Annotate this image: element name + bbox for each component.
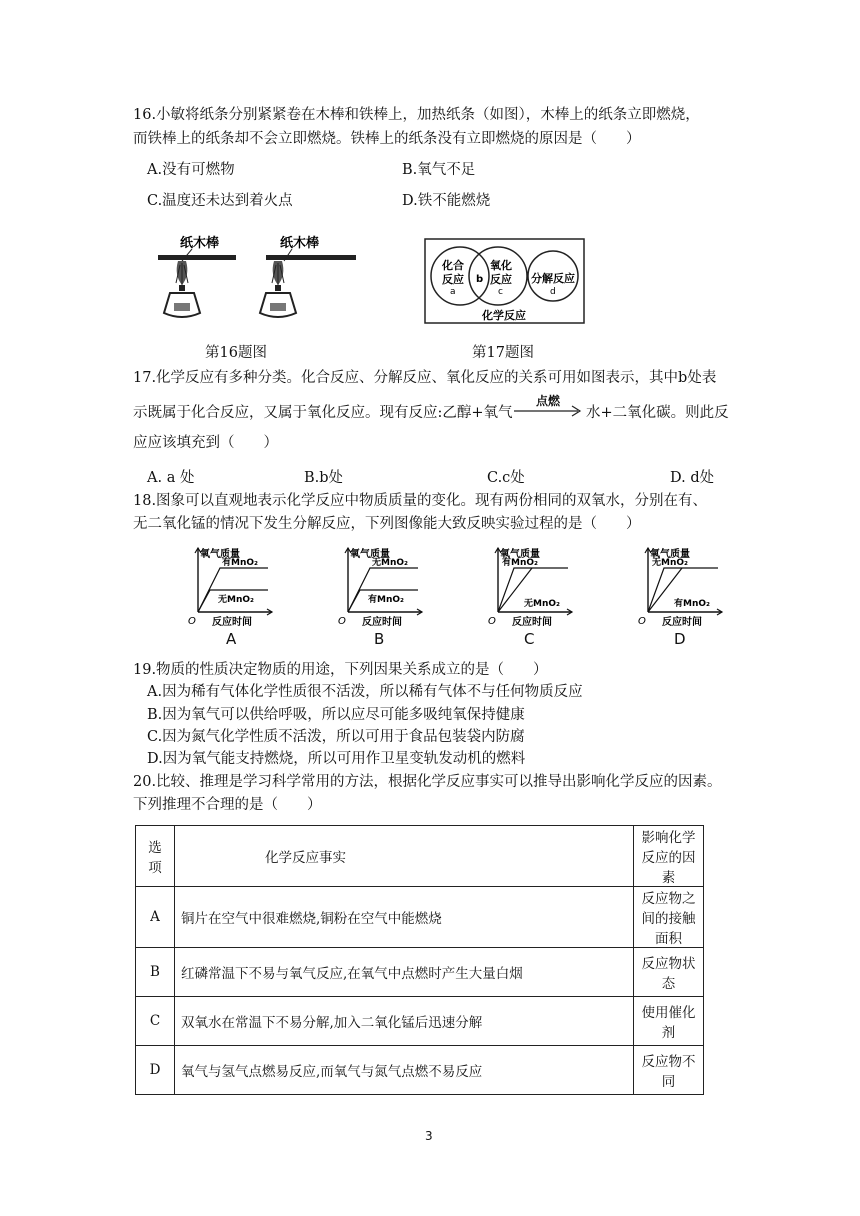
q17-venn-figure (424, 238, 586, 328)
q16-label-left: 纸木棒 (180, 236, 220, 251)
q18-letter-d: D (674, 630, 686, 648)
x-axis-label: 反应时间 (512, 617, 552, 628)
series-label-upper: 无MnO₂ (372, 558, 408, 568)
q18-graph-panel (186, 540, 746, 630)
q16-figure-caption: 第16题图 (205, 345, 267, 361)
q16-option-a: A.没有可燃物 (147, 162, 235, 178)
q16-label-right: 纸木棒 (280, 236, 320, 251)
table-cell-option: A (136, 887, 175, 948)
y-axis-label: 氧气质量 (650, 549, 690, 560)
table-cell-factor: 反应物之间的接触面积 (634, 887, 704, 948)
table-cell-factor: 使用催化剂 (634, 997, 704, 1046)
series-label-lower: 有MnO₂ (368, 595, 404, 605)
page-number: 3 (425, 1129, 433, 1143)
q18-stem-line2: 无二氧化锰的情况下发生分解反应，下列图像能大致反映实验过程的是（ ） (133, 516, 641, 532)
table-header-option: 选项 (136, 826, 175, 887)
y-axis-label: 氧气质量 (200, 549, 240, 560)
origin-label: O (338, 616, 346, 627)
q18-letter-a: A (226, 630, 237, 648)
table-cell-option: C (136, 997, 175, 1046)
x-axis-label: 反应时间 (362, 617, 402, 628)
q17-venn-combine: 化合 (442, 259, 464, 272)
q17-venn-decomposition-letter: d (550, 287, 556, 297)
table-cell-factor: 反应物状态 (634, 948, 704, 997)
q20-stem-line1: 20.比较、推理是学习科学常用的方法，根据化学反应事实可以推导出影响化学反应的因素。 (133, 774, 722, 790)
q19-option-c: C.因为氮气化学性质不活泼，所以可用于食品包装袋内防腐 (147, 729, 525, 745)
q16-option-b: B.氧气不足 (402, 162, 476, 178)
series-label-lower: 无MnO₂ (524, 599, 560, 609)
q18-letter-b: B (374, 630, 385, 648)
q19-option-b: B.因为氧气可以供给呼吸，所以应尽可能多吸纯氧保持健康 (147, 707, 525, 723)
origin-label: O (638, 616, 646, 627)
table-cell-fact: 双氧水在常温下不易分解,加入二氧化锰后迅速分解 (175, 997, 634, 1046)
table-cell-fact: 氧气与氢气点燃易反应,而氧气与氮气点燃不易反应 (175, 1046, 634, 1095)
q18-stem-line1: 18.图象可以直观地表示化学反应中物质质量的变化。现有两份相同的双氧水，分别在有、 (133, 493, 708, 509)
q17-venn-b: b (476, 274, 484, 285)
q17-option-c: C.c处 (487, 470, 525, 486)
q19-option-a: A.因为稀有气体化学性质很不活泼，所以稀有气体不与任何物质反应 (147, 684, 583, 700)
q17-arrow-label: 点燃 (535, 394, 560, 408)
q16-figure (150, 225, 360, 325)
q17-venn-combine-letter: a (450, 287, 456, 297)
table-row (136, 887, 704, 948)
y-axis-label: 氧气质量 (500, 549, 540, 560)
q17-venn-oxidation-letter: c (498, 287, 503, 297)
q17-stem-line3: 应应该填充到（ ） (133, 435, 278, 451)
table-row (136, 1046, 704, 1095)
q17-venn-combine-2: 反应 (442, 273, 464, 286)
table-cell-factor: 反应物不同 (634, 1046, 704, 1095)
origin-label: O (488, 616, 496, 627)
table-cell-fact: 红磷常温下不易与氧气反应,在氧气中点燃时产生大量白烟 (175, 948, 634, 997)
q17-option-d: D. d处 (670, 470, 715, 486)
series-label-upper: 无MnO₂ (652, 558, 688, 568)
series-label-lower: 有MnO₂ (674, 599, 710, 609)
table-row (136, 997, 704, 1046)
q17-figure-caption: 第17题图 (472, 345, 534, 361)
q20-table (135, 825, 704, 1095)
series-label-upper: 有MnO₂ (502, 558, 538, 568)
table-cell-option: D (136, 1046, 175, 1095)
table-header-factor: 影响化学反应的因素 (634, 826, 704, 887)
q17-stem-line2-pre: 示既属于化合反应，又属于氧化反应。现有反应:乙醇+氧气 (133, 405, 513, 421)
q18-graphs (186, 540, 746, 655)
q16-option-c: C.温度还未达到着火点 (147, 193, 293, 209)
origin-label: O (188, 616, 196, 627)
x-axis-label: 反应时间 (662, 617, 702, 628)
y-axis-label: 氧气质量 (350, 549, 390, 560)
series-label-lower: 无MnO₂ (218, 595, 254, 605)
q18-letter-c: C (524, 630, 535, 648)
q17-option-b: B.b处 (304, 470, 344, 486)
table-cell-option: B (136, 948, 175, 997)
q19-option-d: D.因为氧气能支持燃烧，所以可用作卫星变轨发动机的燃料 (147, 751, 526, 767)
table-cell-fact: 铜片在空气中很难燃烧,铜粉在空气中能燃烧 (175, 887, 634, 948)
table-header-fact: 化学反应事实 (175, 826, 634, 887)
table-row (136, 948, 704, 997)
q17-reaction-arrow (512, 392, 584, 418)
q16-stem-line2: 而铁棒上的纸条却不会立即燃烧。铁棒上的纸条没有立即燃烧的原因是（ ） (133, 131, 641, 147)
q16-option-d: D.铁不能燃烧 (402, 193, 491, 209)
q16-stem-line1: 16.小敏将纸条分别紧紧卷在木棒和铁棒上，加热纸条（如图），木棒上的纸条立即燃烧， (133, 107, 700, 123)
x-axis-label: 反应时间 (212, 617, 252, 628)
q17-option-a: A. a 处 (147, 470, 195, 486)
q17-stem-line2-post: 水+二氧化碳。则此反 (586, 405, 729, 421)
q17-venn-oxidation: 氧化 (490, 259, 512, 272)
q19-stem: 19.物质的性质决定物质的用途，下列因果关系成立的是（ ） (133, 662, 548, 678)
q17-stem-line1: 17.化学反应有多种分类。化合反应、分解反应、氧化反应的关系可用如图表示，其中b处表 (133, 370, 717, 386)
table-header-row (136, 826, 704, 887)
series-label-upper: 有MnO₂ (222, 558, 258, 568)
q17-venn-box-label: 化学反应 (482, 309, 526, 322)
q17-venn-oxidation-2: 反应 (490, 273, 512, 286)
q17-venn-decomposition: 分解反应 (531, 272, 575, 285)
q20-stem-line2: 下列推理不合理的是（ ） (133, 797, 322, 813)
